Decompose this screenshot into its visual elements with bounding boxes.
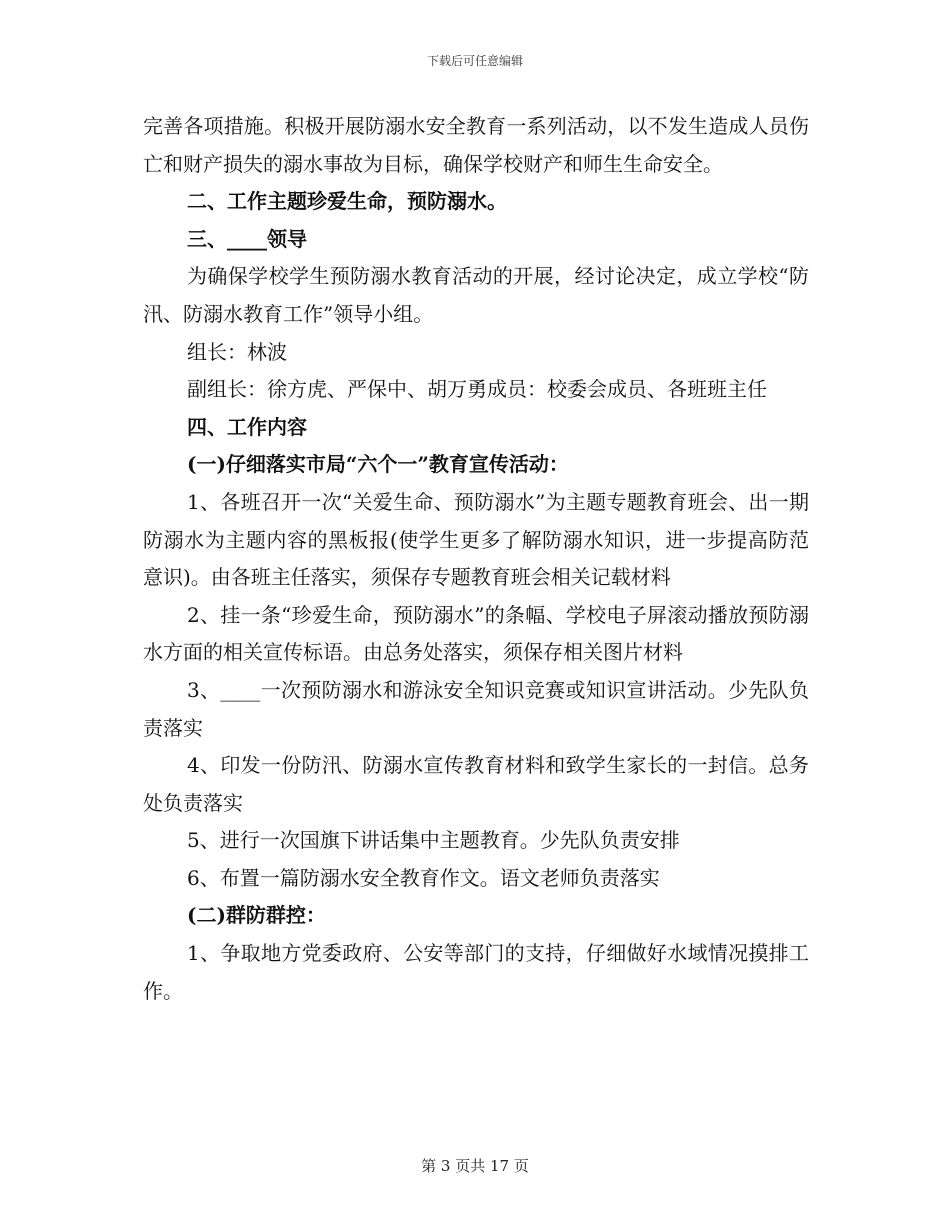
- heading-work-content: 四、工作内容: [187, 414, 307, 439]
- paragraph-leadership-group: 为确保学校学生预防溺水教育活动的开展，经讨论决定，成立学校“防汛、防溺水教育工作”领导小组。: [143, 264, 809, 326]
- subheading-group-prevention: (二)群防群控：: [187, 903, 326, 928]
- list-item-prevention-1: 1、争取地方党委政府、公安等部门的支持，仔细做好水域情况摸排工作。: [143, 941, 809, 1003]
- list-item-2: 2、挂一条“珍爱生命，预防溺水”的条幅、学校电子屏滚动播放预防溺水方面的相关宣传标语。由总务处落实，须保存相关图片材料: [143, 602, 809, 665]
- paragraph-measures: 完善各项措施。积极开展防溺水安全教育一系列活动，以不发生造成人员伤亡和财产损失的溺水事故为目标，确保学校财产和师生生命安全。: [143, 114, 809, 176]
- list-item-3: 3、____一次预防溺水和游泳安全知识竞赛或知识宣讲活动。少先队负责落实: [143, 677, 809, 740]
- heading-work-theme: 二、工作主题珍爱生命，预防溺水。: [187, 189, 507, 214]
- list-item-1: 1、各班召开一次“关爱生命、预防溺水”为主题专题教育班会、出一期防溺水为主题内容的黑板报(使学生更多了解防溺水知识，进一步提高防范意识)。由各班主任落实，须保存专题教育班会相关记载材料: [143, 489, 809, 590]
- list-item-4: 4、印发一份防汛、防溺水宣传教育材料和致学生家长的一封信。总务处负责落实: [143, 753, 809, 815]
- page-header: 下载后可任意编辑: [426, 54, 523, 68]
- paragraph-deputy-leaders: 副组长：徐方虎、严保中、胡万勇成员：校委会成员、各班班主任: [187, 377, 767, 402]
- list-item-5: 5、进行一次国旗下讲话集中主题教育。少先队负责安排: [187, 828, 680, 853]
- list-item-6: 6、布置一篇防溺水安全教育作文。语文老师负责落实: [187, 865, 660, 890]
- subheading-six-ones: (一)仔细落实市局“六个一”教育宣传活动：: [187, 452, 569, 477]
- heading-leadership: 三、____领导: [187, 226, 307, 251]
- paragraph-group-leader: 组长：林波: [187, 339, 287, 364]
- document-body: [143, 108, 809, 1010]
- page-footer: 第 3 页共 17 页: [421, 1157, 529, 1175]
